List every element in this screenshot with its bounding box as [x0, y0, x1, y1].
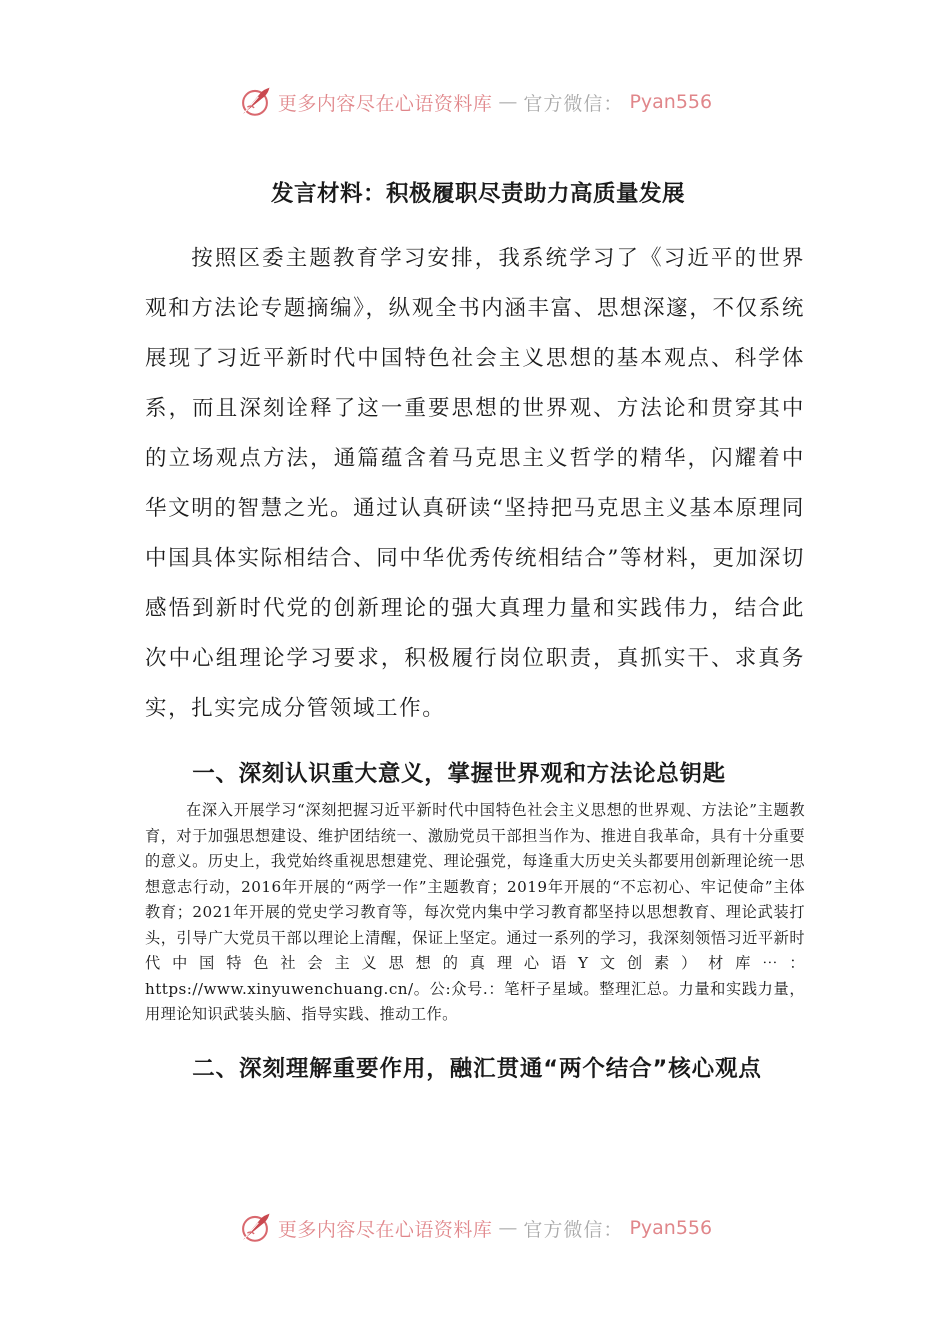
watermark-contact-id: Pyan556	[629, 1217, 713, 1239]
quill-pen-circle-icon	[238, 1211, 272, 1245]
quill-pen-circle-icon	[238, 85, 272, 119]
section-1-paragraph: 在深入开展学习“深刻把握习近平新时代中国特色社会主义思想的世界观、方法论”主题教育，对于加强思想建设、维护团结统一、激励党员干部担当作为、推进自我革命，具有十分重要的意义。历史上，我党始终重视思想建党、理论强党，每逢重大历史关头都要用创新理论统一思想意志行动，2016年开展的“两学一作”主题教育；2019年开展的“不忘初心、牢记使命”主体教育；2021年开展的党史学习教育等，每次党内集中学习教育都坚持以思想教育、理论武装打头，引导广大党员干部以理论上清醒，保证上坚定。通过一系列的学习，我深刻领悟习近平新时代中国特色社会主义思想的真理心语Y文创素）材库⋯：https://www.xinyuwenchuang.cn/。公:众号.：笔杆子星域。整理汇总。力量和实践力量，用理论知识武装头脑、指导实践、推动工作。	[145, 801, 805, 1023]
header-watermark	[0, 82, 950, 122]
document-body	[145, 172, 805, 1094]
document-title: 发言材料：积极履职尽责助力高质量发展	[270, 181, 685, 207]
section-2-heading: 二、深刻理解重要作用，融汇贯通“两个结合”核心观点	[192, 1055, 762, 1082]
watermark-separator: —	[498, 91, 518, 113]
watermark-site-text: 更多内容尽在心语资料库	[277, 1218, 493, 1241]
watermark-separator: —	[498, 1217, 518, 1239]
watermark-content	[238, 85, 712, 119]
watermark-contact-label: 官方微信：	[523, 92, 624, 115]
watermark-contact-label: 官方微信：	[523, 1218, 624, 1241]
watermark-site-text: 更多内容尽在心语资料库	[277, 92, 493, 115]
section-1-heading: 一、深刻认识重大意义，掌握世界观和方法论总钥匙	[192, 761, 726, 787]
watermark-content	[238, 1211, 712, 1245]
intro-paragraph: 按照区委主题教育学习安排，我系统学习了《习近平的世界观和方法论专题摘编》，纵观全书内涵丰富、思想深邃，不仅系统展现了习近平新时代中国特色社会主义思想的基本观点、科学体系，而且深刻诠释了这一重要思想的世界观、方法论和贯穿其中的立场观点方法，通篇蕴含着马克思主义哲学的精华，闪耀着中华文明的智慧之光。通过认真研读“坚持把马克思主义基本原理同中国具体实际相结合、同中华优秀传统相结合”等材料，更加深切感悟到新时代党的创新理论的强大真理力量和实践伟力，结合此次中心组理论学习要求，积极履行岗位职责，真抓实干、求真务实，扎实完成分管领域工作。	[145, 246, 805, 721]
footer-watermark	[0, 1208, 950, 1248]
watermark-contact-id: Pyan556	[629, 91, 713, 113]
